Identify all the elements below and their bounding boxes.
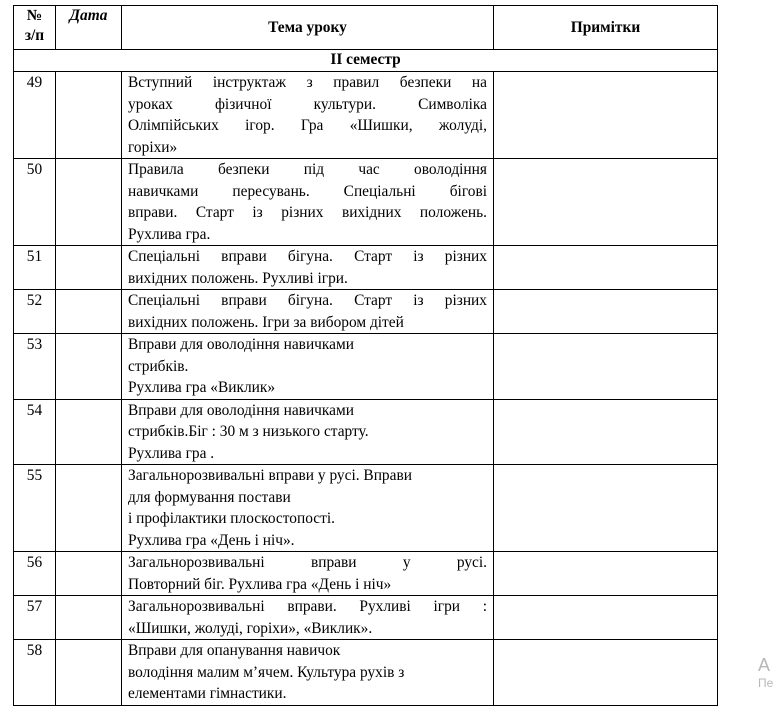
lesson-date-cell — [56, 334, 122, 400]
lesson-number: 58 — [14, 640, 56, 706]
lesson-row — [14, 640, 718, 706]
lesson-topic-line: вихідних положень. Ігри за вибором дітей — [128, 313, 404, 331]
lesson-topic — [122, 72, 494, 159]
lesson-topic — [122, 246, 494, 290]
watermark-line2: Пе — [758, 676, 774, 690]
lesson-plan-table — [13, 5, 718, 706]
lesson-row — [14, 399, 718, 465]
lesson-notes-cell — [494, 399, 718, 465]
lesson-notes-cell — [494, 596, 718, 640]
semester-title: ІІ семестр — [14, 50, 718, 72]
lesson-topic-line: вправи. Старт із різних вихідних положень. — [128, 204, 487, 221]
lesson-notes-cell — [494, 640, 718, 706]
lesson-topic-line: елементами гімнастики. — [128, 685, 287, 702]
number-header-line1: № — [26, 7, 43, 24]
lesson-topic-line: для формування постави — [128, 488, 291, 506]
notes-column-header: Примітки — [494, 6, 718, 50]
lesson-topic-line: Повторний біг. Рухлива гра «День і ніч» — [128, 575, 392, 593]
lesson-row — [14, 159, 718, 246]
lesson-topic-line: вихідних положень. Рухливі ігри. — [128, 269, 348, 287]
lesson-topic — [122, 290, 494, 334]
lesson-row — [14, 596, 718, 640]
lesson-date-cell — [56, 290, 122, 334]
lesson-notes-cell — [494, 159, 718, 246]
lesson-topic — [122, 399, 494, 465]
lesson-topic — [122, 159, 494, 246]
semester-row — [14, 50, 718, 72]
number-column-header — [14, 6, 56, 50]
lesson-topic — [122, 552, 494, 596]
lesson-topic-line: Рухлива гра «Виклик» — [128, 379, 276, 396]
lesson-date-cell — [56, 72, 122, 159]
lesson-topic-line: горіхи» — [128, 138, 178, 156]
lesson-number: 52 — [14, 290, 56, 334]
lesson-topic-line: навичками пересувань. Спеціальні бігові — [128, 182, 487, 200]
lesson-number: 51 — [14, 246, 56, 290]
lesson-notes-cell — [494, 465, 718, 552]
lesson-row — [14, 246, 718, 290]
table-header-row — [14, 6, 718, 50]
lesson-topic-line: Олімпійських ігор. Гра «Шишки, жолуді, — [128, 117, 487, 134]
lesson-topic-line: уроках фізичної культури. Символіка — [128, 95, 487, 113]
lesson-number: 54 — [14, 399, 56, 465]
date-column-header — [56, 6, 122, 50]
lesson-topic-line: і профілактики плоскостопості. — [128, 510, 335, 527]
lesson-topic-line: стрибків.Біг : 30 м з низького старту. — [128, 423, 369, 440]
lesson-topic-line: «Шишки, жолуді, горіхи», «Виклик». — [128, 619, 373, 637]
lesson-topic-line: Загальнорозвивальні вправи у русі. — [128, 554, 487, 571]
lesson-notes-cell — [494, 290, 718, 334]
lesson-row — [14, 290, 718, 334]
lesson-number: 49 — [14, 72, 56, 159]
lesson-topic-line: Загальнорозвивальні вправи у русі. Вправи — [128, 467, 412, 484]
lesson-topic-line: Вправи для оволодіння навичками — [128, 401, 354, 419]
lesson-number: 53 — [14, 334, 56, 400]
lesson-topic-line: Вправи для опанування навичок — [128, 642, 341, 659]
activation-watermark — [758, 654, 773, 690]
lesson-topic-line: Вступний інструктаж з правил безпеки на — [128, 74, 487, 91]
lesson-number: 55 — [14, 465, 56, 552]
number-header-line2: з/п — [24, 27, 45, 44]
lesson-topic-line: володіння малим м’ячем. Культура рухів з — [128, 663, 405, 681]
lesson-notes-cell — [494, 246, 718, 290]
topic-column-header: Тема уроку — [122, 6, 494, 50]
watermark-line1: А — [758, 655, 771, 675]
lesson-notes-cell — [494, 72, 718, 159]
lesson-notes-cell — [494, 334, 718, 400]
lesson-number: 50 — [14, 159, 56, 246]
lesson-row — [14, 334, 718, 400]
lesson-topic — [122, 334, 494, 400]
lesson-topic — [122, 596, 494, 640]
lesson-topic-line: Рухлива гра «День і ніч». — [128, 531, 295, 549]
lesson-topic-line: Вправи для оволодіння навичками — [128, 336, 354, 353]
lesson-number: 57 — [14, 596, 56, 640]
lesson-topic-line: стрибків. — [128, 357, 189, 375]
lesson-topic-line: Рухлива гра . — [128, 444, 215, 462]
lesson-topic-line: Загальнорозвивальні вправи. Рухливі ігри : — [128, 598, 487, 615]
lesson-date-cell — [56, 640, 122, 706]
lesson-date-cell — [56, 399, 122, 465]
lesson-row — [14, 552, 718, 596]
lesson-topic-line: Правила безпеки під час оволодіння — [128, 161, 487, 178]
lesson-topic — [122, 640, 494, 706]
lesson-topic — [122, 465, 494, 552]
lesson-date-cell — [56, 465, 122, 552]
lesson-date-cell — [56, 596, 122, 640]
table-body — [14, 50, 718, 706]
lesson-notes-cell — [494, 552, 718, 596]
lesson-row — [14, 465, 718, 552]
lesson-topic-line: Рухлива гра. — [128, 225, 211, 243]
lesson-date-cell — [56, 552, 122, 596]
date-header-label: Дата — [69, 7, 108, 24]
lesson-topic-line: Спеціальні вправи бігуна. Старт із різних — [128, 292, 487, 309]
lesson-date-cell — [56, 159, 122, 246]
lesson-date-cell — [56, 246, 122, 290]
lesson-row — [14, 72, 718, 159]
lesson-topic-line: Спеціальні вправи бігуна. Старт із різних — [128, 248, 487, 265]
lesson-number: 56 — [14, 552, 56, 596]
